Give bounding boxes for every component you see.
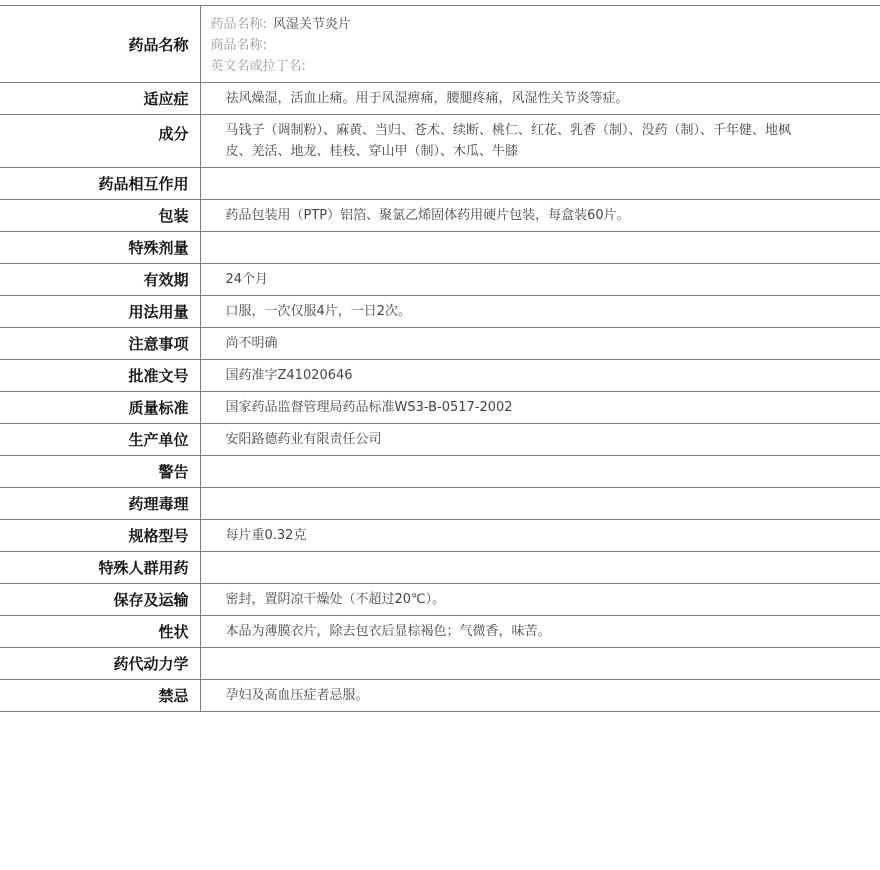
row-label: 药理毒理 bbox=[0, 488, 200, 520]
table-row-shelf-life bbox=[0, 264, 880, 296]
table-row-quality-standard bbox=[0, 392, 880, 424]
row-label: 药品相互作用 bbox=[0, 168, 200, 200]
row-value bbox=[200, 488, 880, 520]
row-label: 适应症 bbox=[0, 83, 200, 115]
table-row-approval-number bbox=[0, 360, 880, 392]
drug-info-sheet bbox=[0, 5, 880, 712]
row-label: 警告 bbox=[0, 456, 200, 488]
row-label: 特殊人群用药 bbox=[0, 552, 200, 584]
table-row-pharmacokinetics bbox=[0, 648, 880, 680]
row-value: 国家药品监督管理局药品标准WS3-B-0517-2002 bbox=[200, 392, 880, 424]
drug-name-line bbox=[211, 14, 880, 35]
english-name-key: 英文名或拉丁名: bbox=[210, 59, 306, 74]
table-row-indications bbox=[0, 83, 880, 115]
row-value: 24个月 bbox=[200, 264, 880, 296]
table-row-manufacturer bbox=[0, 424, 880, 456]
drug-name-key: 药品名称: bbox=[210, 17, 267, 32]
row-label: 性状 bbox=[0, 616, 200, 648]
row-value bbox=[200, 168, 880, 200]
english-name-line bbox=[211, 56, 880, 77]
row-label: 药品名称 bbox=[0, 6, 200, 83]
row-value: 安阳路德药业有限责任公司 bbox=[200, 424, 880, 456]
row-label: 特殊剂量 bbox=[0, 232, 200, 264]
row-label: 质量标准 bbox=[0, 392, 200, 424]
trade-name-key: 商品名称: bbox=[210, 38, 267, 53]
row-label: 禁忌 bbox=[0, 680, 200, 712]
row-label: 保存及运输 bbox=[0, 584, 200, 616]
row-value: 祛风燥湿，活血止痛。用于风湿痹痛，腰腿疼痛，风湿性关节炎等症。 bbox=[200, 83, 880, 115]
table-row-precautions bbox=[0, 328, 880, 360]
drug-name-value: 风湿关节炎片 bbox=[272, 17, 351, 32]
table-row-special-populations bbox=[0, 552, 880, 584]
row-value: 药品包装用（PTP）铝箔、聚氯乙烯固体药用硬片包装，每盒装60片。 bbox=[200, 200, 880, 232]
row-label: 批准文号 bbox=[0, 360, 200, 392]
row-label: 注意事项 bbox=[0, 328, 200, 360]
trade-name-line bbox=[211, 35, 880, 56]
row-value bbox=[200, 648, 880, 680]
table-row-contraindications bbox=[0, 680, 880, 712]
table-row-storage bbox=[0, 584, 880, 616]
table-row-interactions bbox=[0, 168, 880, 200]
row-label: 成分 bbox=[0, 115, 200, 168]
row-label: 包装 bbox=[0, 200, 200, 232]
row-value bbox=[200, 552, 880, 584]
row-label: 生产单位 bbox=[0, 424, 200, 456]
drug-info-table bbox=[0, 5, 880, 712]
row-value bbox=[200, 456, 880, 488]
table-row-pharmacology bbox=[0, 488, 880, 520]
row-value: 马钱子（调制粉）、麻黄、当归、苍术、续断、桃仁、红花、乳香（制）、没药（制）、千年健、地枫皮、羌活、地龙、桂枝、穿山甲（制）、木瓜、牛膝 bbox=[200, 115, 880, 168]
table-row-drug-name bbox=[0, 6, 880, 83]
row-label: 规格型号 bbox=[0, 520, 200, 552]
table-row-usage bbox=[0, 296, 880, 328]
row-value: 国药准字Z41020646 bbox=[200, 360, 880, 392]
row-value: 密封，置阴凉干燥处（不超过20℃）。 bbox=[200, 584, 880, 616]
row-value: 本品为薄膜衣片，除去包衣后显棕褐色；气微香，味苦。 bbox=[200, 616, 880, 648]
row-label: 有效期 bbox=[0, 264, 200, 296]
table-row-ingredients bbox=[0, 115, 880, 168]
row-value: 口服，一次仅服4片，一日2次。 bbox=[200, 296, 880, 328]
table-row-description bbox=[0, 616, 880, 648]
row-value: 孕妇及高血压症者忌服。 bbox=[200, 680, 880, 712]
name-cell bbox=[200, 6, 880, 83]
row-value: 尚不明确 bbox=[200, 328, 880, 360]
row-label: 药代动力学 bbox=[0, 648, 200, 680]
row-value: 每片重0.32克 bbox=[200, 520, 880, 552]
table-row-packaging bbox=[0, 200, 880, 232]
table-row-warning bbox=[0, 456, 880, 488]
row-value bbox=[200, 232, 880, 264]
table-row-specification bbox=[0, 520, 880, 552]
table-row-special-dosage bbox=[0, 232, 880, 264]
row-label: 用法用量 bbox=[0, 296, 200, 328]
